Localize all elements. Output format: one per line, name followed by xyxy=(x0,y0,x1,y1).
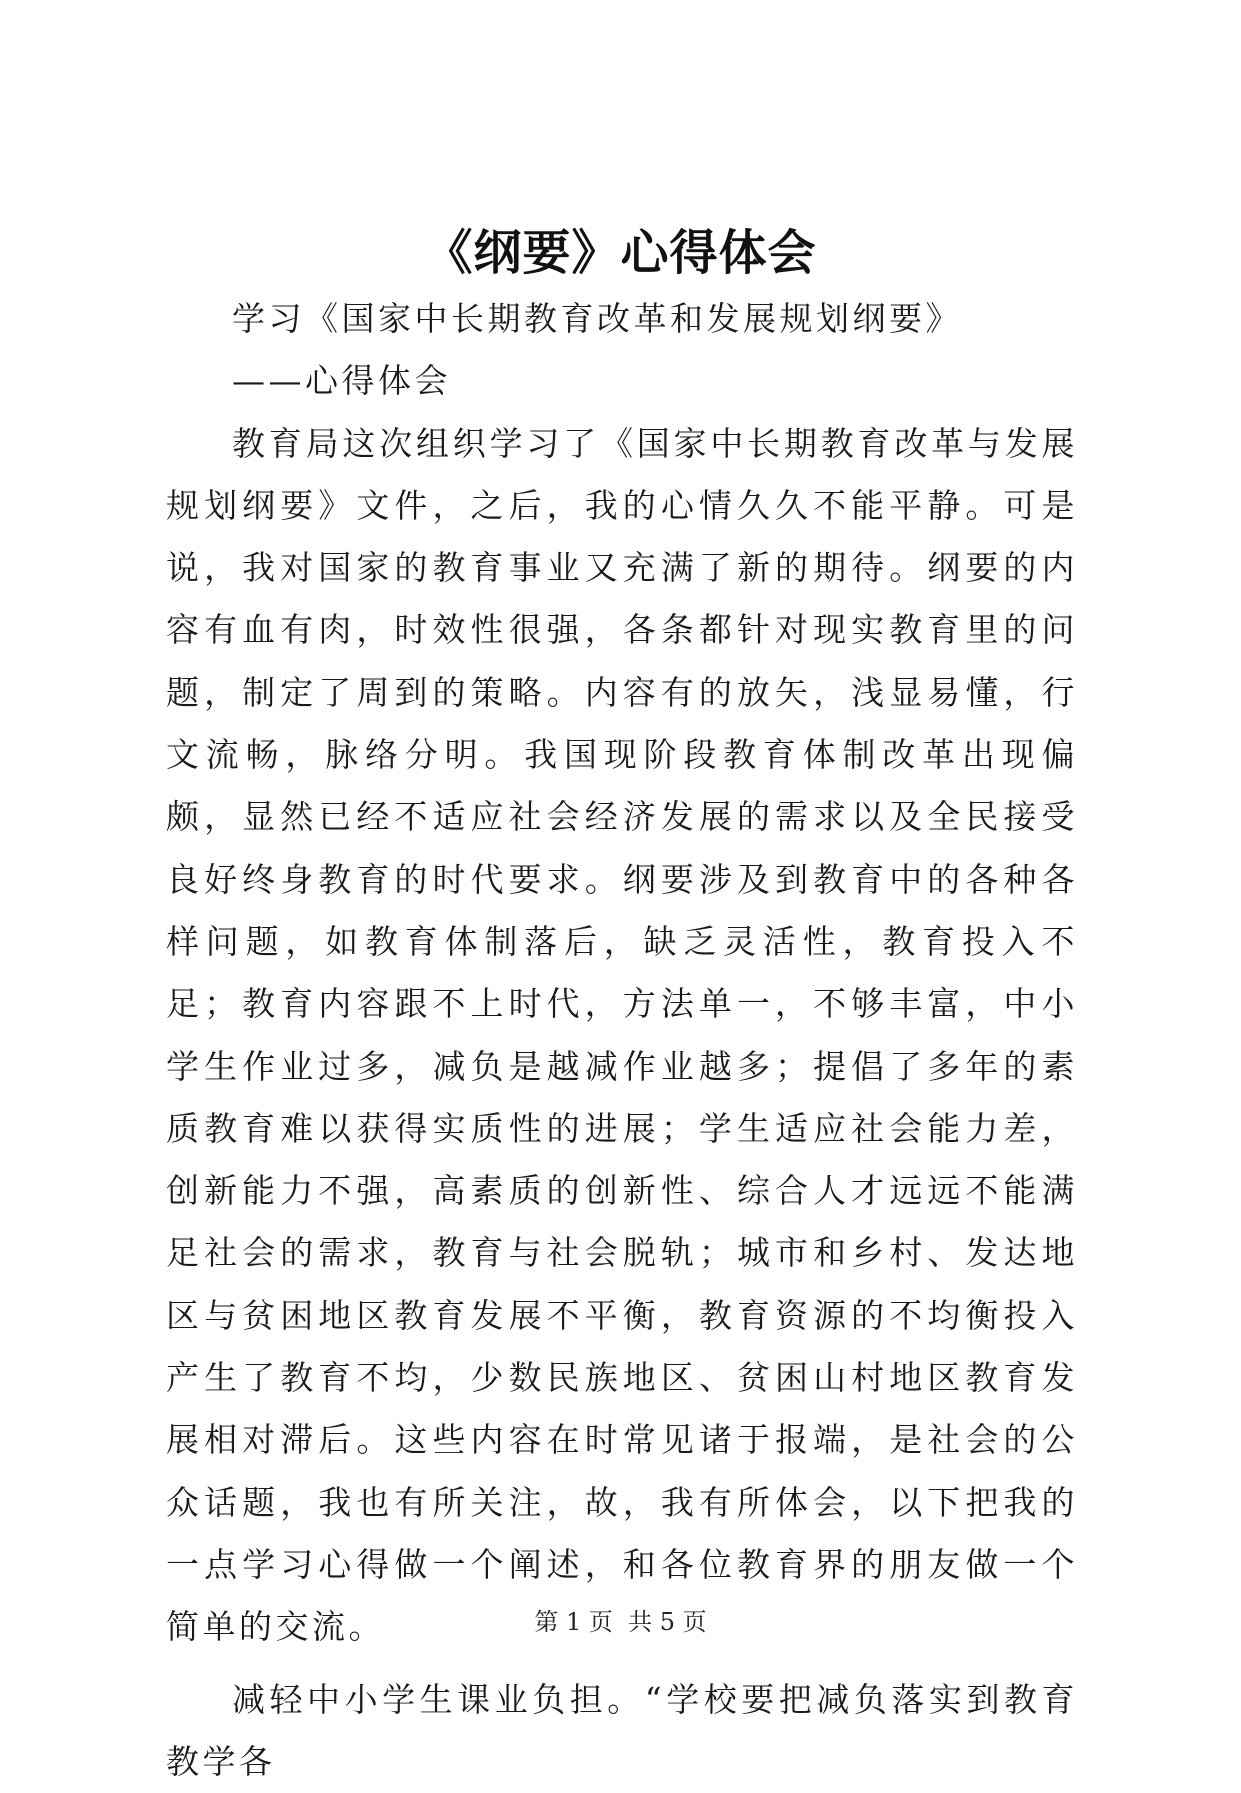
subtitle-line-1: 学习《国家中长期教育改革和发展规划纲要》 xyxy=(232,299,962,338)
document-body xyxy=(166,288,1078,1793)
body-paragraph-2: 减轻中小学生课业负担。“学校要把减负落实到教育教学各 xyxy=(166,1679,1078,1781)
page-number: 第 1 页 共 5 页 xyxy=(534,1608,707,1636)
subtitle-line-2: ——心得体会 xyxy=(232,361,451,401)
document-title: 《纲要》心得体会 xyxy=(424,225,817,281)
page-footer xyxy=(0,1605,1241,1639)
body-paragraph-1: 教育局这次组织学习了《国家中长期教育改革与发展规划纲要》文件，之后，我的心情久久不能平静。可是说，我对国家的教育事业又充满了新的期待。纲要的内容有血有肉，时效性很强，各条都针对现实教育里的问题，制定了周到的策略。内容有的放矢，浅显易懂，行文流畅，脉络分明。我国现阶段教育体制改革出现偏颇，显然已经不适应社会经济发展的需求以及全民接受良好终身教育的时代要求。纲要涉及到教育中的各种各样问题，如教育体制落后，缺乏灵活性，教育投入不足；教育内容跟不上时代，方法单一，不够丰富，中小学生作业过多，减负是越减作业越多；提倡了多年的素质教育难以获得实质性的进展；学生适应社会能力差，创新能力不强，高素质的创新性、综合人才远远不能满足社会的需求，教育与社会脱轨；城市和乡村、发达地区与贫困地区教育发展不平衡，教育资源的不均衡投入产生了教育不均，少数民族地区、贫困山村地区教育发展相对滞后。这些内容在时常见诸于报端，是社会的公众话题，我也有所关注，故，我有所体会，以下把我的一点学习心得做一个阐述，和各位教育界的朋友做一个简单的交流。 xyxy=(166,423,1078,1647)
